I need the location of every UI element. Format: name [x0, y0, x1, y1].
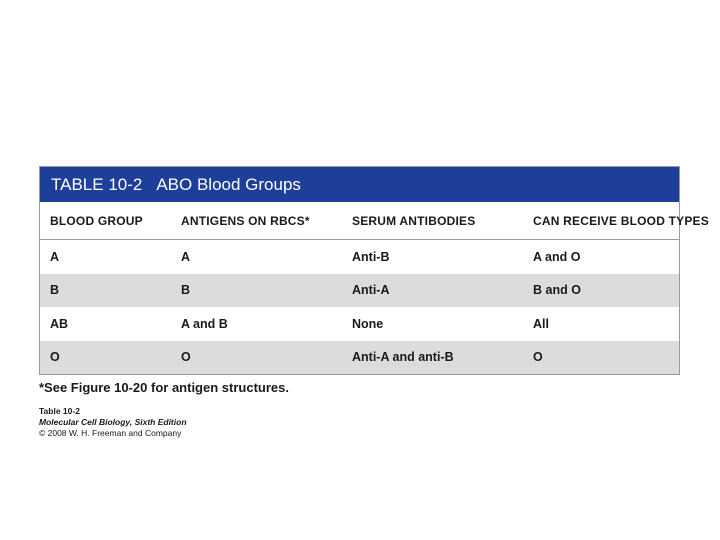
cell-can-receive: B and O	[533, 283, 581, 298]
table-row	[40, 274, 679, 308]
column-header-serum-antibodies: SERUM ANTIBODIES	[352, 213, 476, 228]
cell-antigens: O	[181, 350, 191, 365]
table-row	[40, 307, 679, 341]
credit-table-label: Table 10-2	[39, 406, 80, 416]
table-title-bar	[40, 167, 679, 202]
credit-copyright: © 2008 W. H. Freeman and Company	[39, 428, 182, 438]
cell-antigens: A and B	[181, 316, 228, 331]
cell-blood-group: O	[50, 350, 60, 365]
table-footnote: *See Figure 10-20 for antigen structures.	[39, 380, 289, 395]
table-row	[40, 341, 679, 375]
cell-can-receive: All	[533, 316, 549, 331]
cell-can-receive: O	[533, 350, 543, 365]
credit-book-title: Molecular Cell Biology, Sixth Edition	[39, 417, 187, 427]
cell-serum-antibodies: Anti-A and anti-B	[352, 350, 454, 365]
cell-antigens: A	[181, 249, 191, 264]
column-header-antigens: ANTIGENS ON RBCS*	[181, 213, 310, 228]
cell-serum-antibodies: None	[352, 316, 384, 331]
cell-blood-group: A	[50, 249, 60, 264]
column-header-can-receive: CAN RECEIVE BLOOD TYPES	[533, 213, 709, 228]
cell-serum-antibodies: Anti-B	[352, 249, 390, 264]
table-header-row	[40, 202, 709, 240]
cell-blood-group: AB	[50, 316, 69, 331]
cell-can-receive: A and O	[533, 249, 581, 264]
table-title: ABO Blood Groups	[156, 174, 301, 194]
abo-blood-groups-table	[39, 166, 709, 375]
table-number: TABLE 10-2	[51, 174, 143, 194]
table-row	[40, 240, 679, 274]
cell-antigens: B	[181, 283, 191, 298]
source-credit	[39, 406, 187, 439]
cell-serum-antibodies: Anti-A	[352, 283, 390, 298]
cell-blood-group: B	[50, 283, 60, 298]
column-header-blood-group: BLOOD GROUP	[50, 213, 143, 228]
